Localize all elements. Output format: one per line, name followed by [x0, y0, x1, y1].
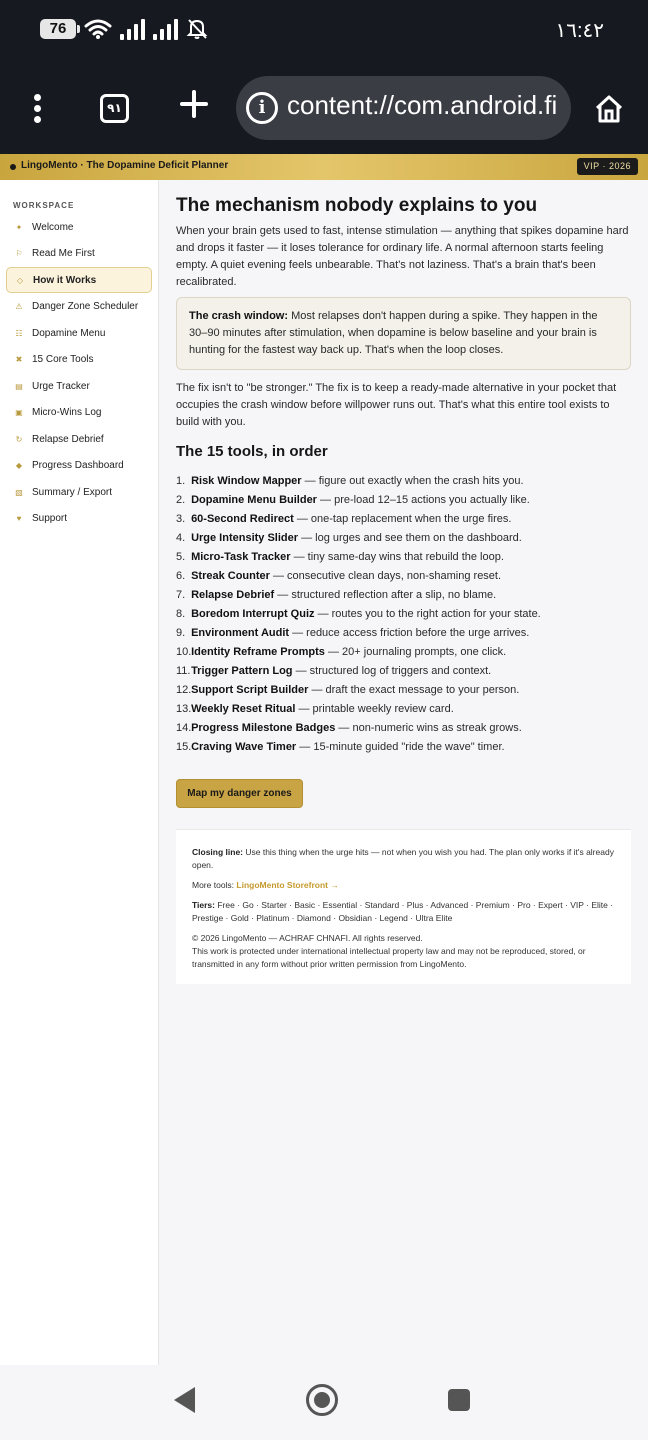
sidebar-item-progress-dashboard[interactable] [6, 452, 152, 478]
flag-icon: ⚐ [15, 248, 23, 258]
list-item: 6. Streak Counter — consecutive clean days, non-shaming reset. [176, 570, 502, 582]
sidebar-item-label: Welcome [32, 221, 74, 233]
menu-list-icon: ☷ [15, 328, 23, 338]
sidebar-item-label: Dopamine Menu [32, 327, 106, 339]
sidebar-item-support[interactable] [6, 505, 152, 531]
closing-line: Closing line: Use this thing when the urge hits — not when you wish you had. The plan only works if it's already open. [192, 847, 614, 870]
page-footer [176, 829, 631, 984]
brand-title: LingoMento · The Dopamine Deficit Planner [21, 160, 229, 171]
status-icons [84, 16, 208, 40]
list-item: 7. Relapse Debrief — structured reflection after a slip, no blame. [176, 589, 497, 601]
copyright: © 2026 LingoMento — ACHRAF CHNAFI. All rights reserved. [192, 933, 423, 943]
sidebar-item-welcome[interactable] [6, 214, 152, 240]
tracker-icon: ▤ [15, 381, 23, 391]
browser-toolbar [0, 58, 648, 154]
sidebar-item-micro-wins-log[interactable] [6, 399, 152, 425]
wifi-icon [84, 18, 112, 40]
warning-icon: ⚠ [15, 301, 23, 311]
back-icon[interactable] [174, 1387, 195, 1413]
app-header [0, 154, 648, 180]
dashboard-icon: ◆ [15, 460, 23, 470]
signal-icon [120, 18, 145, 40]
sidebar-item-label: Progress Dashboard [32, 459, 124, 471]
list-item: 12. Support Script Builder — draft the exact message to your person. [176, 684, 520, 696]
sidebar-item-label: Relapse Debrief [32, 433, 104, 445]
sidebar-item-urge-tracker[interactable] [6, 373, 152, 399]
url-text[interactable]: content://com.android.fi [287, 90, 558, 120]
sidebar-item-label: 15 Core Tools [32, 353, 94, 365]
fix-paragraph: The fix isn't to "be stronger." The fix is to keep a ready-made alternative in your pocket that occupies the crash window before willpower runs out. That's what this entire tool exists to build with you. [176, 382, 617, 428]
tools-icon: ✖ [15, 354, 23, 364]
sidebar-item-label: Urge Tracker [32, 380, 90, 392]
sidebar-item-label: Support [32, 512, 68, 524]
refresh-icon: ↻ [15, 434, 23, 444]
tiers-list: Tiers: Free · Go · Starter · Basic · Essential · Standard · Plus · Advanced · Premium · Pro · Expert · VIP · Elite · Prestige · Gold · Platinum · Diamond · Obsidian · Legend · Ultra Elite [192, 900, 614, 923]
list-item: 14. Progress Milestone Badges — non-numeric wins as streak grows. [176, 722, 522, 734]
tab-switcher-button[interactable]: ٩١ [100, 94, 129, 123]
legal-notice: This work is protected under international intellectual property law and may not be reproduced, stored, or transmitted in any form without prior written permission from LingoMento. [192, 946, 586, 969]
sidebar-item-label: Read Me First [32, 247, 95, 259]
sidebar-item-read-me-first[interactable] [6, 240, 152, 266]
list-item: 3. 60-Second Redirect — one-tap replacement when the urge fires. [176, 513, 512, 525]
callout-label: The crash window: [189, 310, 289, 322]
tools-heading: The 15 tools, in order [176, 443, 328, 460]
tools-list [176, 472, 636, 757]
sidebar-item-label: How it Works [33, 274, 97, 286]
sidebar [0, 180, 159, 1365]
list-item: 2. Dopamine Menu Builder — pre-load 12–15 actions you actually like. [176, 494, 530, 506]
brand-dot-icon [10, 164, 16, 170]
main-content [160, 180, 648, 1365]
status-bar [0, 0, 648, 58]
info-icon[interactable]: i [246, 92, 278, 124]
list-item: 5. Micro-Task Tracker — tiny same-day wins that rebuild the loop. [176, 551, 504, 563]
sidebar-item-danger-zone-scheduler[interactable] [6, 293, 152, 319]
clock: ١٦:٤٢ [555, 20, 604, 42]
list-item: 11. Trigger Pattern Log — structured log of triggers and context. [176, 665, 492, 677]
crash-window-callout [176, 297, 631, 370]
diamond-icon: ◇ [16, 275, 24, 285]
heart-icon: ♥ [16, 513, 22, 523]
sidebar-item-15-core-tools[interactable] [6, 346, 152, 372]
sidebar-item-label: Micro-Wins Log [32, 406, 102, 418]
page-title: The mechanism nobody explains to you [176, 195, 538, 216]
sidebar-item-relapse-debrief[interactable] [6, 426, 152, 452]
list-item: 9. Environment Audit — reduce access friction before the urge arrives. [176, 627, 530, 639]
intro-paragraph: When your brain gets used to fast, intense stimulation — anything that spikes dopamine hard and drops it faster — it loses tolerance for ordinary life. A normal afternoon starts feeling empty. A quiet evening feels unbearable. That's not laziness. That's a brain that's been recalibrated. [176, 225, 629, 288]
more-tools: More tools: LingoMento Storefront → [192, 880, 339, 890]
list-item: 13. Weekly Reset Ritual — printable weekly review card. [176, 703, 454, 715]
list-item: 1. Risk Window Mapper — figure out exactly when the crash hits you. [176, 475, 524, 487]
callout-text: Most relapses don't happen during a spike. They happen in the 30–90 minutes after stimulation, when dopamine is below baseline and your brain is hunting for the fastest way back up. That's when the loop closes. [189, 310, 598, 356]
sidebar-item-summary-export[interactable] [6, 479, 152, 505]
system-nav-bar [0, 1365, 648, 1440]
tier-badge: VIP · 2026 [577, 158, 638, 175]
log-icon: ▣ [15, 407, 23, 417]
home-icon[interactable] [594, 94, 624, 124]
sidebar-item-dopamine-menu[interactable] [6, 320, 152, 346]
mute-icon [186, 18, 208, 40]
sparkle-icon: ✦ [15, 222, 23, 232]
address-bar[interactable] [236, 76, 571, 140]
sidebar-item-label: Summary / Export [32, 486, 113, 498]
export-icon: ▧ [15, 487, 23, 497]
sidebar-section-title: WORKSPACE [13, 201, 75, 210]
storefront-link[interactable]: LingoMento Storefront → [236, 880, 339, 890]
list-item: 10. Identity Reframe Prompts — 20+ journaling prompts, one click. [176, 646, 507, 658]
battery-indicator: 76 [40, 19, 76, 39]
map-danger-zones-button[interactable]: Map my danger zones [176, 779, 303, 808]
home-button-icon[interactable] [306, 1384, 338, 1416]
new-tab-icon[interactable] [180, 90, 208, 118]
list-item: 4. Urge Intensity Slider — log urges and see them on the dashboard. [176, 532, 522, 544]
overflow-menu-icon[interactable] [26, 94, 50, 124]
list-item: 15. Craving Wave Timer — 15-minute guided "ride the wave" timer. [176, 741, 505, 753]
signal-icon [153, 18, 178, 40]
sidebar-item-label: Danger Zone Scheduler [32, 300, 139, 312]
sidebar-item-how-it-works[interactable] [6, 267, 152, 293]
list-item: 8. Boredom Interrupt Quiz — routes you to the right action for your state. [176, 608, 541, 620]
recent-apps-icon[interactable] [448, 1389, 470, 1411]
